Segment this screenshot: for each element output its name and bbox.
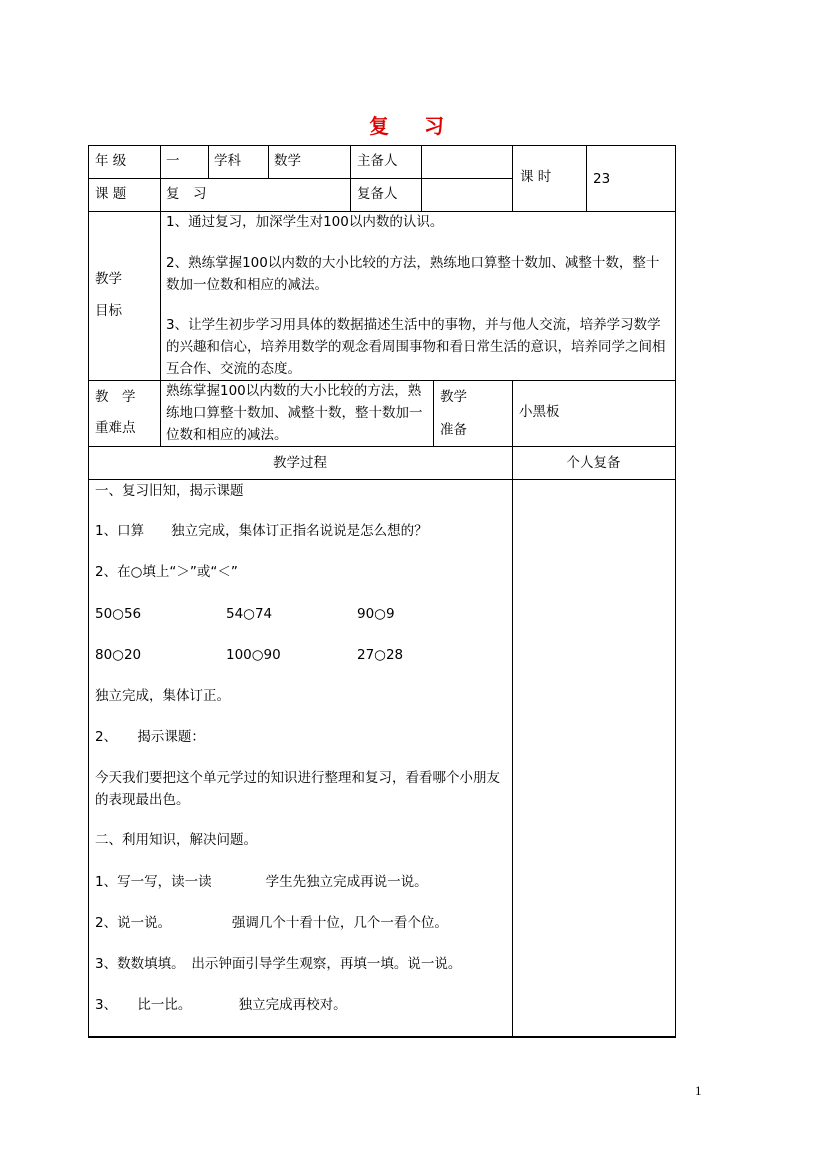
- comparison-item: 100○90: [226, 647, 281, 663]
- key-points-content: 熟练掌握100以内数的大小比较的方法，熟练地口算整十数加、减整十数，整十数加一位数和相应的减法。: [166, 383, 423, 443]
- process-header: 教学过程: [273, 455, 327, 471]
- reveal-topic-line: 2、 揭示课题：: [95, 729, 205, 745]
- step-write-read: 1、写一写，读一读 学生先独立完成再说一说。: [95, 874, 428, 890]
- objectives-label-1: 教学: [95, 271, 122, 287]
- personal-review-header: 个人复备: [566, 455, 621, 471]
- comparison-item: 80○20: [95, 647, 142, 663]
- objective-2: 2、熟练掌握100以内数的大小比较的方法，熟练地口算整十数加、减整十数，整十数加一位数和相应的减法。: [166, 255, 660, 293]
- today-paragraph: 今天我们要把这个单元学过的知识进行整理和复习，看看哪个小朋友的表现最出色。: [95, 770, 500, 808]
- objective-3: 3、让学生初步学习用具体的数据描述生活中的事物，并与他人交流，培养学习数学的兴趣和信心，培养用数学的观念看周围事物和看日常生活的意识，培养同学之间相互合作、交流的态度。: [166, 317, 666, 377]
- subject-value: 数学: [274, 153, 301, 169]
- prep-value: 小黑板: [519, 404, 560, 420]
- objective-1: 1、通过复习，加深学生对100以内数的认识。: [166, 214, 444, 230]
- prep-label-1: 教学: [440, 389, 467, 405]
- key-points-label-1: 教 学: [95, 389, 136, 405]
- fill-symbols-line: 2、在○填上“＞”或“＜”: [95, 564, 238, 580]
- main-preparer-label: 主备人: [357, 153, 398, 169]
- oral-calc-line: 1、口算 独立完成，集体订正指名说说是怎么想的？: [95, 523, 428, 539]
- prep-label-2: 准备: [440, 422, 467, 438]
- self-complete-line: 独立完成，集体订正。: [95, 688, 230, 704]
- comparison-item: 90○9: [357, 606, 395, 622]
- lesson-hours-value: 23: [593, 171, 611, 187]
- subject-label: 学科: [214, 153, 241, 169]
- step-count-fill: 3、数数填填。 出示钟面引导学生观察，再填一填。说一说。: [95, 956, 462, 972]
- page-number: 1: [695, 1083, 702, 1098]
- key-points-label-2: 重难点: [95, 420, 136, 436]
- step-compare: 3、 比一比。 独立完成再校对。: [95, 997, 347, 1013]
- topic-label: 课 题: [95, 186, 127, 202]
- objectives-label-2: 目标: [95, 303, 122, 319]
- section-1-heading: 一、复习旧知，揭示课题: [95, 483, 244, 499]
- grade-value: 一: [166, 153, 180, 169]
- lesson-hours-label: 课 时: [520, 169, 552, 185]
- topic-value: 复 习: [166, 186, 207, 202]
- review-preparer-label: 复备人: [357, 186, 398, 202]
- comparison-item: 27○28: [357, 647, 404, 663]
- comparison-item: 50○56: [95, 606, 142, 622]
- page-title: 复 习: [369, 114, 458, 138]
- comparison-item: 54○74: [226, 606, 273, 622]
- step-say: 2、说一说。 强调几个十看十位，几个一看个位。: [95, 915, 448, 931]
- grade-label: 年 级: [95, 153, 127, 169]
- section-2-heading: 二、利用知识，解决问题。: [95, 832, 257, 848]
